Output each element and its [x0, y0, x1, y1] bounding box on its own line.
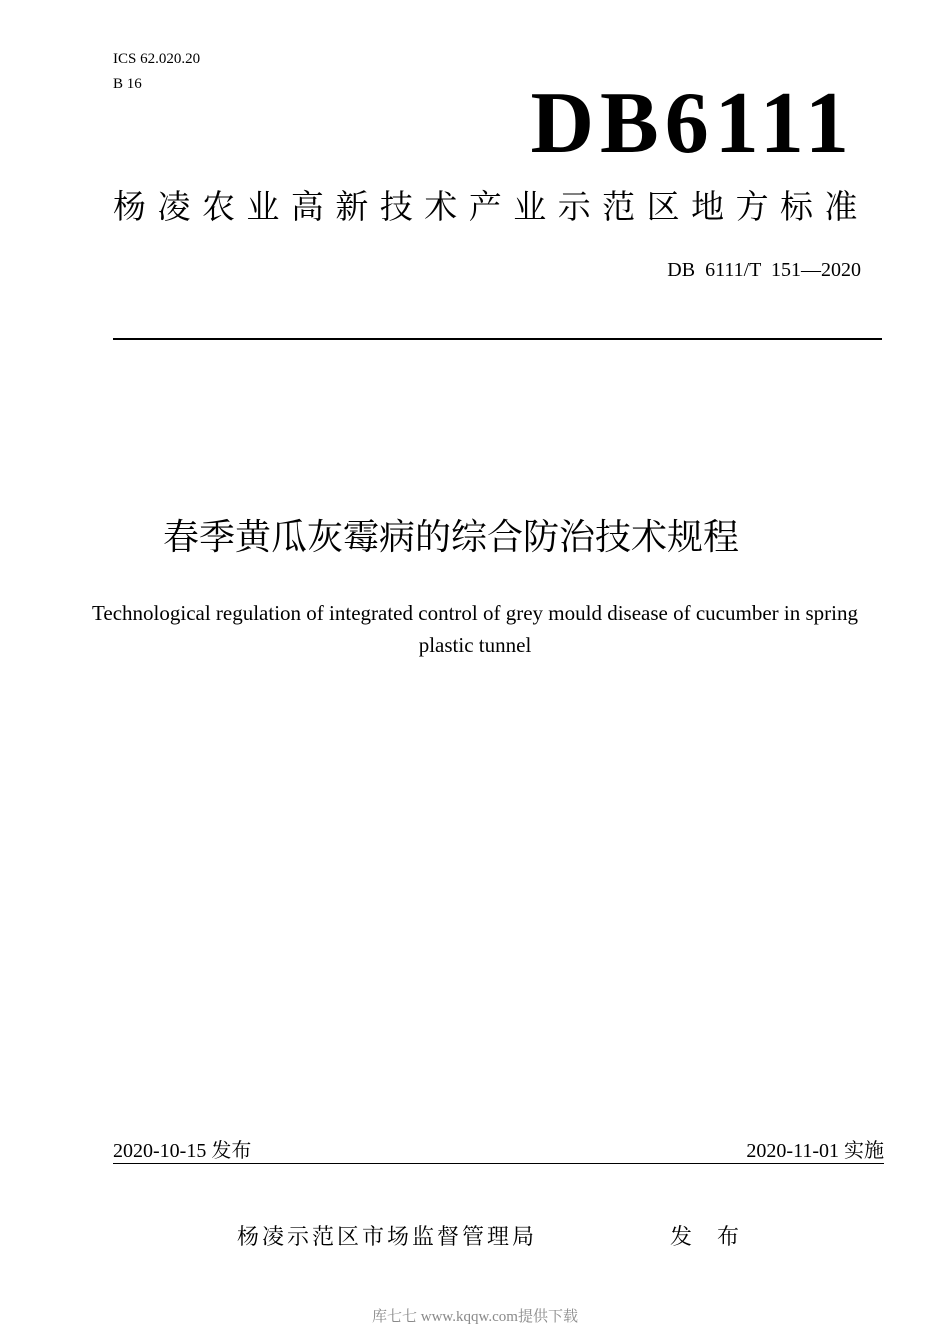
issuing-authority: 杨凌示范区市场监督管理局	[237, 1225, 538, 1250]
db-standard-code: DB6111	[530, 75, 855, 172]
document-title-english: Technological regulation of integrated control of grey mould disease of cucumber in spring plastic tunnel	[92, 601, 858, 657]
issue-date: 2020-10-15 发布	[113, 1140, 252, 1162]
standard-number: DB 6111/T 151—2020	[667, 259, 861, 281]
download-watermark: 库七七 www.kqqw.com提供下载	[372, 1309, 578, 1325]
ics-code: ICS 62.020.20	[113, 51, 201, 67]
standard-type-heading: 杨凌农业高新技术产业示范区地方标准	[113, 187, 863, 226]
header-divider	[113, 338, 882, 340]
document-title-chinese: 春季黄瓜灰霉病的综合防治技术规程	[162, 517, 739, 558]
implementation-date: 2020-11-01 实施	[746, 1140, 884, 1162]
footer-divider	[113, 1163, 884, 1164]
issue-label: 发 布	[670, 1225, 748, 1250]
ccs-code: B 16	[113, 76, 142, 92]
